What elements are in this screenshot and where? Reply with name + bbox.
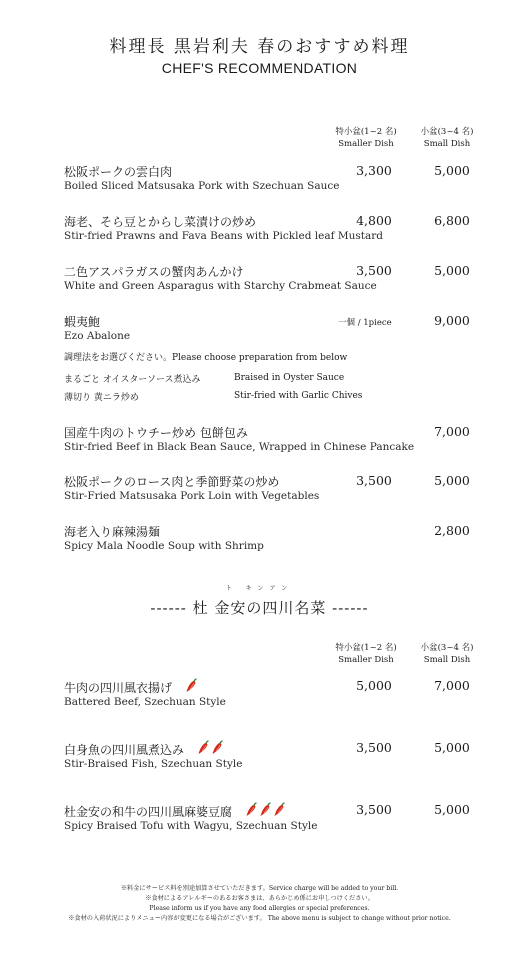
dish-name-row	[64, 678, 198, 697]
dish-name-en: Stir-Fried Matsusaka Pork Loin with Vegetables	[64, 490, 320, 502]
footer-notes	[0, 884, 519, 924]
price-small: 7,000	[434, 678, 470, 693]
price-smaller: 3,300	[356, 163, 392, 178]
dish-name-en: Boiled Sliced Matsusaka Pork with Szechuan Sauce	[64, 180, 340, 192]
spice-level	[184, 681, 198, 695]
dish-name-jp: 白身魚の四川風煮込み	[64, 743, 185, 757]
dish-name-jp: 松阪ポークの雲白肉	[64, 165, 173, 179]
footer-allergy-en: Please inform us if you have any food allergies or special preferences.	[149, 905, 370, 912]
column-header-small	[414, 126, 480, 150]
dish-name-jp: 海老入り麻辣湯麺	[64, 525, 161, 539]
dish-name-jp: 海老、そら豆とからし菜漬けの炒め	[64, 215, 257, 229]
dish-name-en: Stir-Braised Fish, Szechuan Style	[64, 758, 243, 770]
section-title-szechuan: ------ 杜 金安の四川名菜 ------	[150, 599, 369, 617]
spice-level	[196, 743, 224, 757]
price-small: 5,000	[434, 740, 470, 755]
chili-pepper-icon	[244, 802, 258, 821]
dish-name-en: Spicy Braised Tofu with Wagyu, Szechuan Style	[64, 820, 318, 832]
column-header-smaller-en: Smaller Dish	[338, 139, 394, 149]
price-smaller: 3,500	[356, 740, 392, 755]
chili-pepper-icon	[184, 678, 198, 697]
footer-allergy-jp: ※食材によるアレルギーのあるお客さまは、あらかじめ係にお申しつけください。	[145, 895, 374, 902]
price-small: 9,000	[434, 313, 470, 328]
price-small: 5,000	[434, 473, 470, 488]
per-piece-label: 一個 / 1piece	[338, 318, 392, 328]
page-title-en: CHEF'S RECOMMENDATION	[161, 60, 358, 76]
page-title-jp: 料理長 黒岩利夫 春のおすすめ料理	[109, 37, 410, 57]
dish-name-row	[64, 740, 224, 759]
price-smaller: 3,500	[356, 473, 392, 488]
dish-name-en: Stir-fried Beef in Black Bean Sauce, Wrapped in Chinese Pancake	[64, 441, 415, 453]
prep-option-jp: まるごと オイスターソース煮込み	[64, 375, 201, 385]
prep-option-jp: 薄切り 黄ニラ炒め	[64, 393, 139, 403]
column-header-small	[414, 642, 480, 666]
price-smaller: 3,500	[356, 802, 392, 817]
price-small: 5,000	[434, 802, 470, 817]
dish-name-jp: 松阪ポークのロース肉と季節野菜の炒め	[64, 475, 280, 489]
prep-option-en: Stir-fried with Garlic Chives	[234, 391, 363, 401]
dish-name-jp: 牛肉の四川風衣揚げ	[64, 681, 173, 695]
footer-service-charge: ※料金にサービス料を別途加算させていただきます。Service charge will be added to your bill.	[120, 885, 399, 892]
preparation-instruction: 調理法をお選びください。Please choose preparation from below	[64, 353, 348, 363]
column-header-smaller-jp: 特小盆(1~2 名)	[335, 127, 397, 137]
column-header-smaller	[330, 642, 402, 666]
column-header-smaller-en: Smaller Dish	[338, 655, 394, 665]
column-header-small-jp: 小盆(3~4 名)	[420, 643, 474, 653]
price-small: 2,800	[434, 523, 470, 538]
column-header-small-jp: 小盆(3~4 名)	[420, 127, 474, 137]
dish-name-en: Ezo Abalone	[64, 330, 131, 342]
price-small: 7,000	[434, 424, 470, 439]
dish-name-en: Stir-fried Prawns and Fava Beans with Pickled leaf Mustard	[64, 230, 383, 242]
price-smaller: 3,500	[356, 263, 392, 278]
section-title-ruby: ト キンアン	[225, 585, 294, 592]
price-small: 6,800	[434, 213, 470, 228]
dish-name-en: Spicy Mala Noodle Soup with Shrimp	[64, 540, 264, 552]
price-small: 5,000	[434, 163, 470, 178]
chili-pepper-icon	[272, 802, 286, 821]
dish-name-jp: 二色アスパラガスの蟹肉あんかけ	[64, 265, 244, 279]
price-smaller: 4,800	[356, 213, 392, 228]
column-header-small-en: Small Dish	[423, 139, 471, 149]
column-header-smaller	[330, 126, 402, 150]
dish-name-row	[64, 802, 286, 821]
chili-pepper-icon	[196, 740, 210, 759]
column-header-small-en: Small Dish	[423, 655, 471, 665]
chili-pepper-icon	[258, 802, 272, 821]
spice-level	[244, 805, 286, 819]
dish-name-en: White and Green Asparagus with Starchy Crabmeat Sauce	[64, 280, 377, 292]
footer-menu-change: ※食材の入荷状況によりメニュー内容が変更になる場合がございます。 The above menu is subject to change without prior notice.	[68, 915, 451, 922]
dish-name-jp: 蝦夷鮑	[64, 315, 101, 329]
prep-option-en: Braised in Oyster Sauce	[234, 373, 345, 383]
dish-name-jp: 国産牛肉のトウチー炒め 包餅包み	[64, 426, 248, 440]
chili-pepper-icon	[210, 740, 224, 759]
dish-name-en: Battered Beef, Szechuan Style	[64, 696, 226, 708]
price-smaller: 5,000	[356, 678, 392, 693]
dish-name-jp: 杜金安の和牛の四川風麻婆豆腐	[64, 805, 233, 819]
price-small: 5,000	[434, 263, 470, 278]
column-header-smaller-jp: 特小盆(1~2 名)	[335, 643, 397, 653]
